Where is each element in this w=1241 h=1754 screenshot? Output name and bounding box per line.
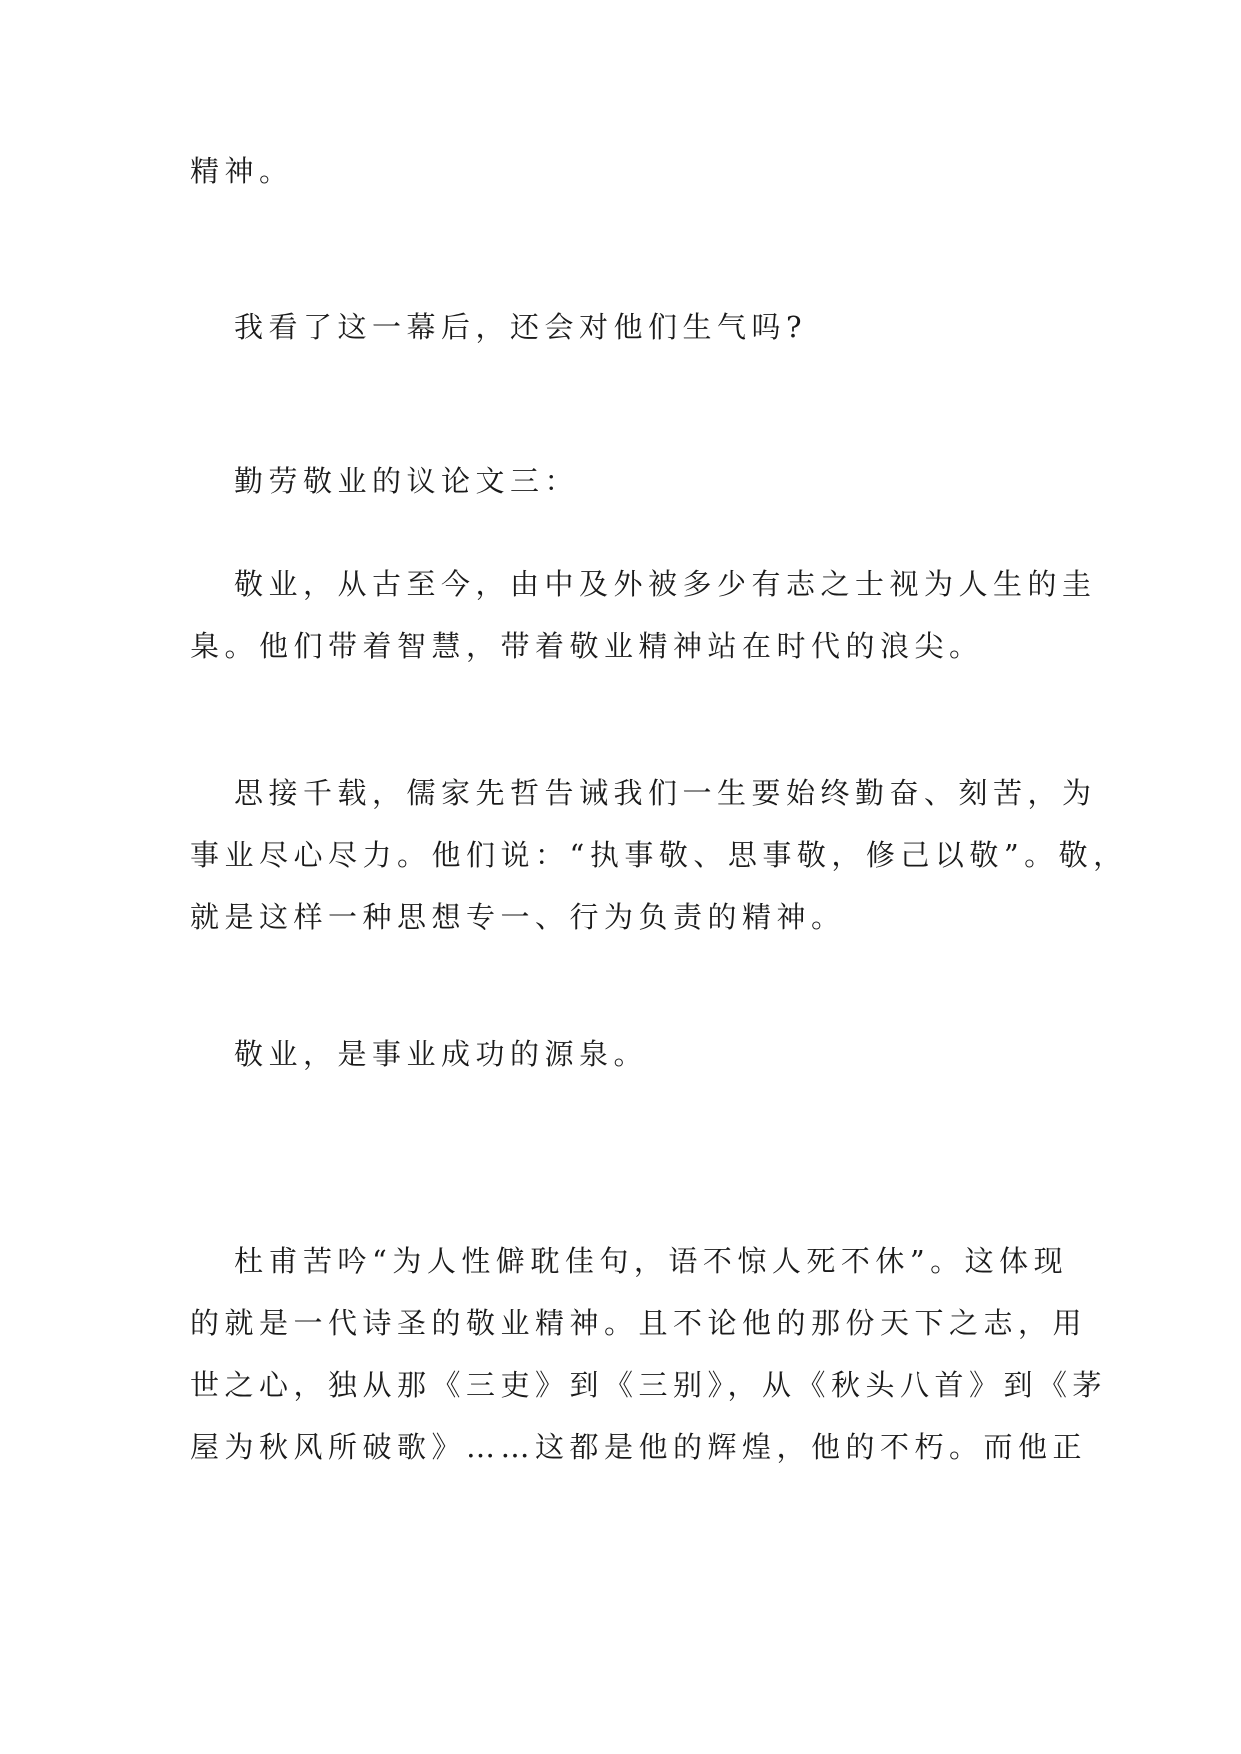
paragraph: [190, 140, 1050, 202]
text-line: 臬。他们带着智慧，带着敬业精神站在时代的浪尖。: [190, 629, 984, 663]
text-line: 的就是一代诗圣的敬业精神。且不论他的那份天下之志，用: [190, 1306, 1088, 1340]
text-line: 敬业，是事业成功的源泉。: [234, 1037, 649, 1071]
text-line: 我看了这一幕后，还会对他们生气吗?: [234, 310, 808, 344]
paragraph: [190, 296, 1050, 358]
text-line: 事业尽心尽力。他们说：“执事敬、思事敬，修己以敬”。敬，: [190, 838, 1128, 872]
text-line: 勤劳敬业的议论文三：: [234, 464, 580, 498]
text-line: 世之心，独从那《三吏》到《三别》，从《秋头八首》到《茅: [190, 1368, 1108, 1402]
text-line: 思接千载，儒家先哲告诫我们一生要始终勤奋、刻苦，为: [234, 776, 1097, 810]
paragraph: [190, 553, 1097, 677]
paragraph: [190, 1230, 1108, 1478]
text-line: 就是这样一种思想专一、行为负责的精神。: [190, 900, 846, 934]
section-heading: [190, 450, 1050, 512]
text-line: 杜甫苦吟“为人性僻耽佳句，语不惊人死不休”。这体现: [234, 1244, 1069, 1278]
text-line: 精神。: [190, 154, 294, 188]
text-line: 敬业，从古至今，由中及外被多少有志之士视为人生的圭: [234, 567, 1097, 601]
paragraph: [190, 762, 1128, 948]
paragraph: [190, 1023, 1050, 1085]
text-line: 屋为秋风所破歌》……这都是他的辉煌，他的不朽。而他正: [190, 1430, 1088, 1464]
